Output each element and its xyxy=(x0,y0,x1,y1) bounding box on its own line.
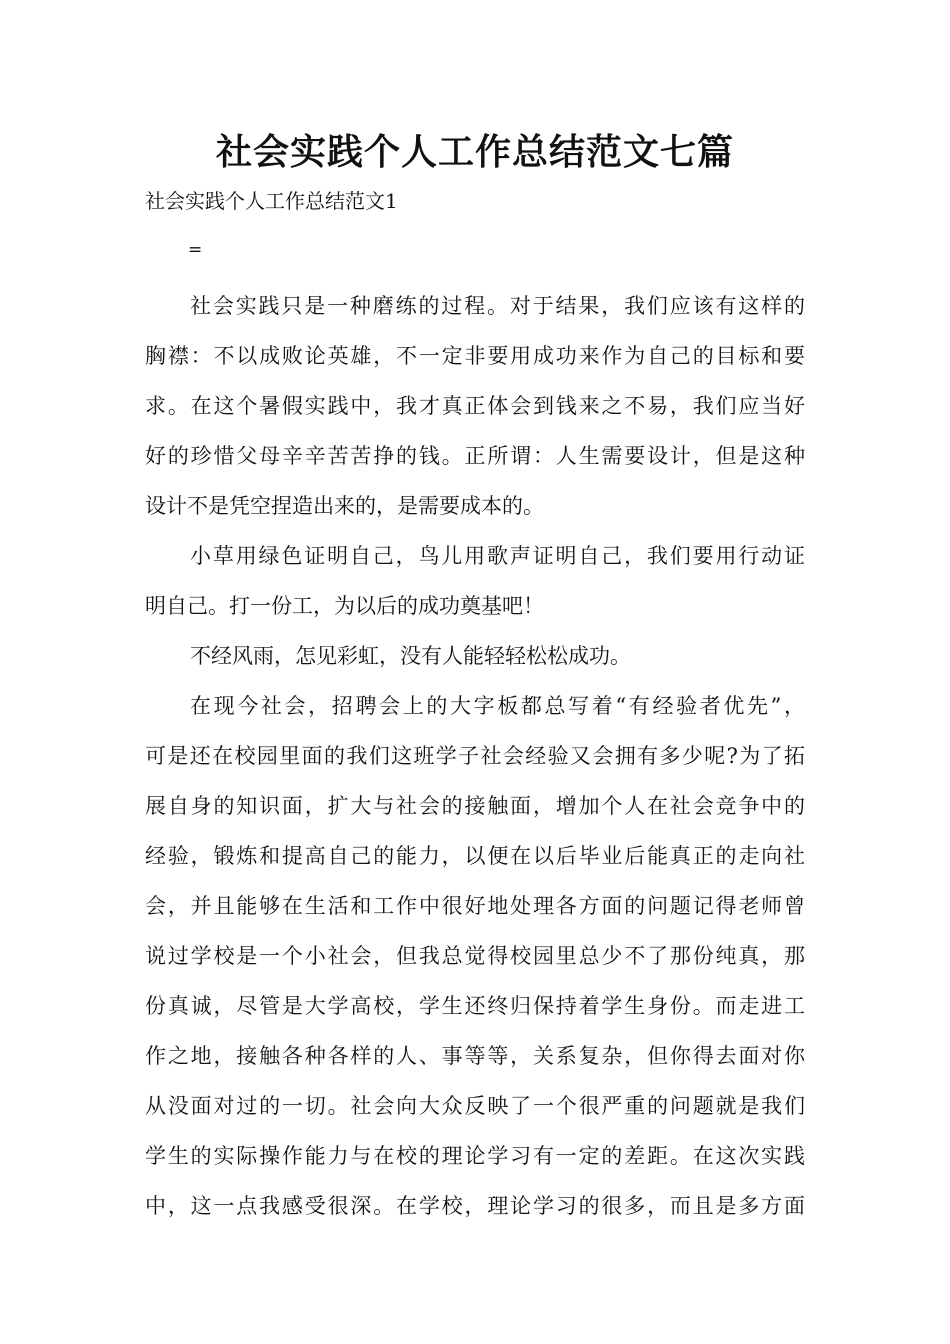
paragraph-4 xyxy=(145,681,805,1231)
text-line: 不经风雨，怎见彩虹，没有人能轻轻松松成功。 xyxy=(190,644,631,668)
document-title: 社会实践个人工作总结范文七篇 xyxy=(215,132,734,173)
section-marker: = xyxy=(188,240,203,260)
text-line: 设计不是凭空捏造出来的，是需要成本的。 xyxy=(145,494,544,518)
text-line: 展自身的知识面，扩大与社会的接触面，增加个人在社会竞争中的 xyxy=(145,794,805,818)
text-line: 作之地，接触各种各样的人、事等等，关系复杂，但你得去面对你 xyxy=(145,1044,805,1068)
document-body xyxy=(145,281,805,1231)
text-line: 中，这一点我感受很深。在学校，理论学习的很多，而且是多方面 xyxy=(145,1194,805,1218)
text-line: 会，并且能够在生活和工作中很好地处理各方面的问题记得老师曾 xyxy=(145,894,805,918)
section-heading: 社会实践个人工作总结范文1 xyxy=(145,189,398,213)
text-line: 胸襟：不以成败论英雄，不一定非要用成功来作为自己的目标和要 xyxy=(145,344,805,368)
paragraph-3 xyxy=(145,631,805,681)
text-line: 份真诚，尽管是大学高校，学生还终归保持着学生身份。而走进工 xyxy=(145,994,805,1018)
text-line: 经验，锻炼和提高自己的能力，以便在以后毕业后能真正的走向社 xyxy=(145,844,805,868)
text-line: 可是还在校园里面的我们这班学子社会经验又会拥有多少呢?为了拓 xyxy=(145,744,805,768)
text-line: 明自己。打一份工，为以后的成功奠基吧！ xyxy=(145,594,544,618)
paragraph-2 xyxy=(145,531,805,631)
text-line: 社会实践只是一种磨练的过程。对于结果，我们应该有这样的 xyxy=(190,294,805,318)
text-line: 学生的实际操作能力与在校的理论学习有一定的差距。在这次实践 xyxy=(145,1144,805,1168)
text-line: 在现今社会，招聘会上的大字板都总写着“有经验者优先”， xyxy=(190,694,805,718)
text-line: 求。在这个暑假实践中，我才真正体会到钱来之不易，我们应当好 xyxy=(145,394,805,418)
text-line: 小草用绿色证明自己，鸟儿用歌声证明自己，我们要用行动证 xyxy=(190,544,805,568)
paragraph-1 xyxy=(145,281,805,531)
text-line: 说过学校是一个小社会，但我总觉得校园里总少不了那份纯真，那 xyxy=(145,944,805,968)
text-line: 从没面对过的一切。社会向大众反映了一个很严重的问题就是我们 xyxy=(145,1094,805,1118)
text-line: 好的珍惜父母辛辛苦苦挣的钱。正所谓：人生需要设计，但是这种 xyxy=(145,444,805,468)
